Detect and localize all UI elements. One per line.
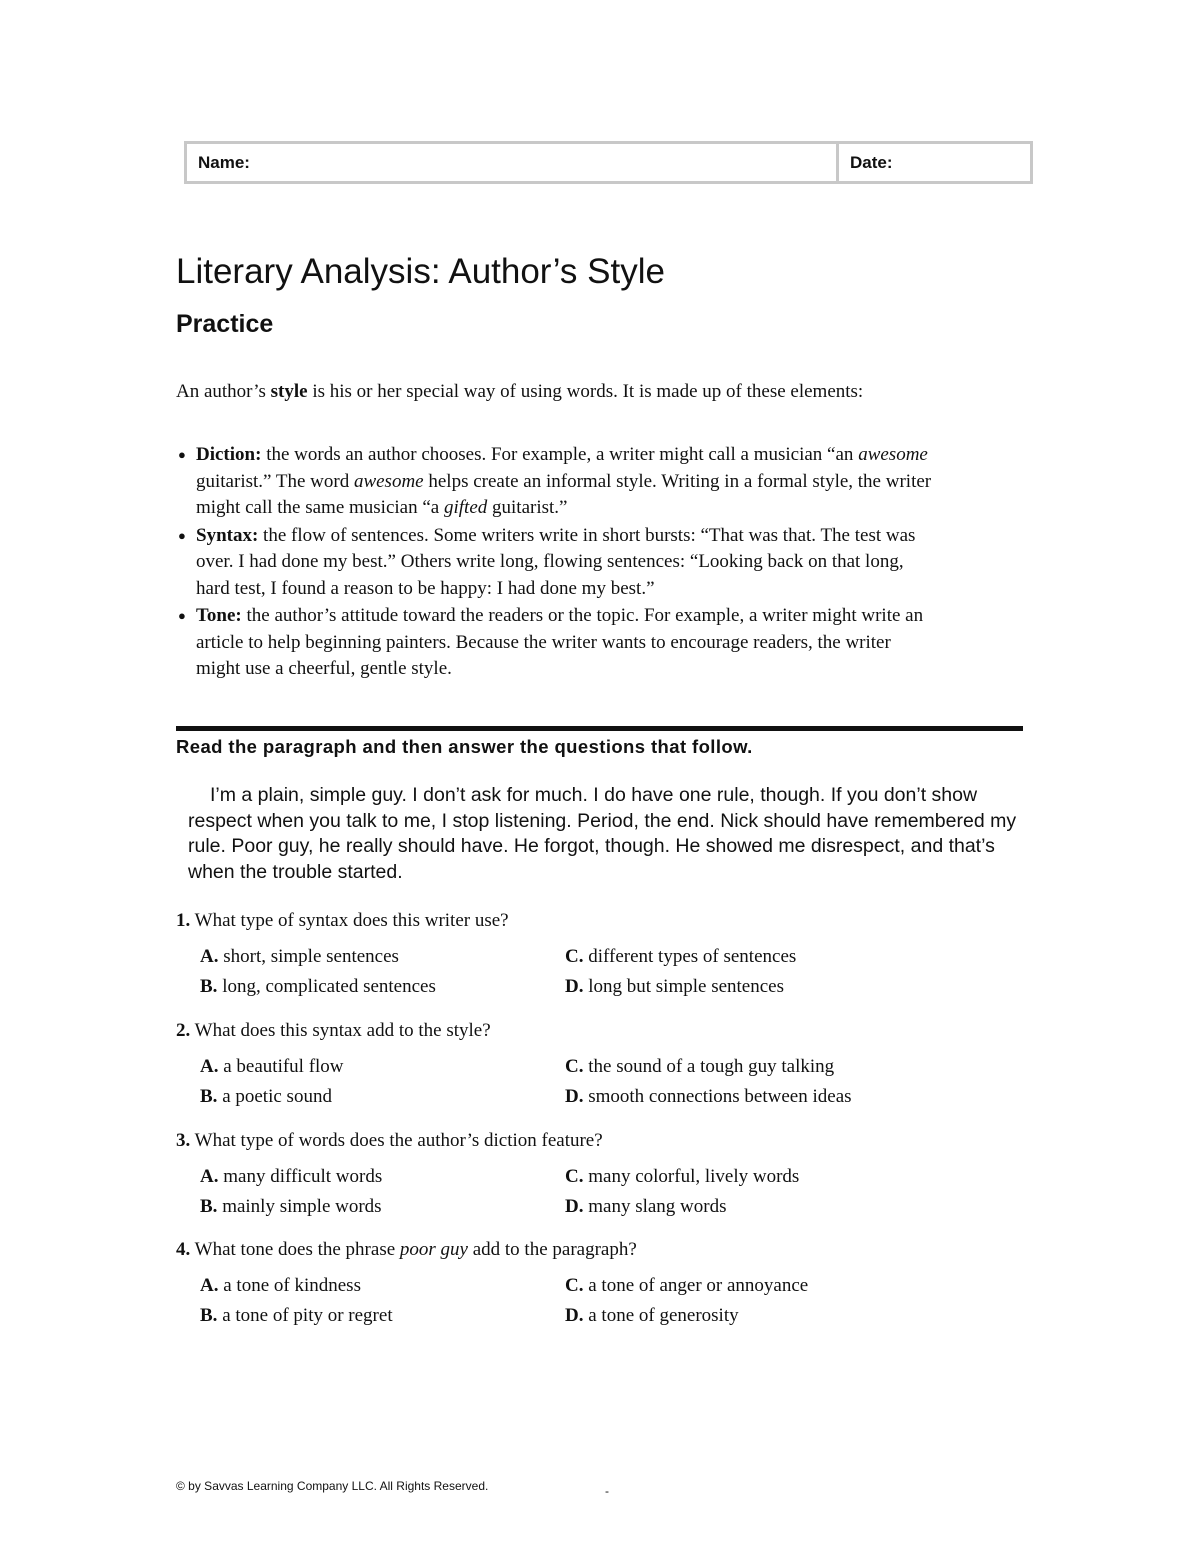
option-c[interactable]: C. a tone of anger or annoyance — [565, 1275, 809, 1296]
element-term: Tone: — [196, 605, 242, 626]
element-text: guitarist.” — [487, 497, 568, 518]
question-4 — [176, 1238, 976, 1328]
intro-text-before: An author’s — [176, 381, 271, 402]
question-prompt: What does this syntax add to the style? — [190, 1020, 491, 1041]
style-elements-list — [176, 442, 936, 684]
element-emphasis: awesome — [353, 470, 424, 492]
question-3 — [176, 1129, 976, 1219]
element-text: helps create an informal style. Writing in a formal style, the writer might call the same musician “a — [196, 470, 932, 518]
question-2 — [176, 1019, 976, 1109]
list-item-diction — [176, 442, 936, 522]
copyright-footer: © by Savvas Learning Company LLC. All Rights Reserved. — [176, 1479, 489, 1493]
option-b[interactable]: B. a poetic sound — [200, 1086, 332, 1107]
element-emphasis: gifted — [443, 497, 488, 518]
question-prompt: What tone does the phrase — [190, 1239, 400, 1260]
question-number: 2. — [176, 1020, 191, 1041]
option-c[interactable]: C. the sound of a tough guy talking — [565, 1056, 835, 1077]
option-c[interactable]: C. different types of sentences — [565, 946, 797, 967]
question-1 — [176, 909, 976, 999]
option-d[interactable]: D. long but simple sentences — [565, 976, 785, 997]
answer-options — [176, 1055, 976, 1109]
option-d[interactable]: D. smooth connections between ideas — [565, 1086, 852, 1107]
question-number: 3. — [176, 1130, 191, 1151]
element-text: the words an author chooses. For example, a writer might call a musician “an — [261, 444, 859, 465]
option-a[interactable]: A. a beautiful flow — [200, 1056, 344, 1077]
option-b[interactable]: B. mainly simple words — [200, 1196, 382, 1217]
question-prompt: What type of syntax does this writer use? — [190, 910, 509, 931]
question-number: 1. — [176, 910, 191, 931]
option-b[interactable]: B. a tone of pity or regret — [200, 1305, 393, 1326]
page-mark: - — [605, 1484, 609, 1498]
option-d[interactable]: D. a tone of generosity — [565, 1305, 739, 1326]
answer-options — [176, 1165, 976, 1219]
intro-text-after: is his or her special way of using words. It is made up of these elements: — [307, 381, 864, 402]
element-term: Syntax: — [196, 524, 259, 546]
question-prompt: add to the paragraph? — [467, 1239, 637, 1260]
name-date-box — [184, 141, 1033, 184]
question-prompt: What type of words does the author’s diction feature? — [190, 1130, 603, 1151]
option-c[interactable]: C. many colorful, lively words — [565, 1166, 800, 1187]
option-a[interactable]: A. a tone of kindness — [200, 1275, 361, 1296]
question-text — [176, 1238, 976, 1262]
answer-options — [176, 945, 976, 999]
intro-term: style — [270, 381, 308, 402]
name-label: Name: — [198, 152, 250, 172]
instructions: Read the paragraph and then answer the questions that follow. — [176, 736, 753, 757]
page-subtitle: Practice — [176, 310, 274, 338]
question-text — [176, 1019, 976, 1043]
element-emphasis: awesome — [858, 444, 928, 465]
question-number: 4. — [176, 1239, 191, 1260]
date-label: Date: — [850, 152, 893, 172]
list-item-tone — [176, 603, 936, 683]
intro-paragraph — [176, 379, 896, 404]
element-term: Diction: — [196, 444, 262, 465]
element-text: the author’s attitude toward the readers or the topic. For example, a writer might write an article to help beginning painters. Because the writer wants to encourage readers, the writer might use a cheerful, gentle style. — [196, 605, 924, 679]
element-text: the flow of sentences. Some writers write in short bursts: “That was that. The test was over. I had done my best.” Others write long, flowing sentences: “Looking back on that long, hard test, I found a reason to be happy: I had done my best.” — [196, 524, 916, 599]
option-a[interactable]: A. many difficult words — [200, 1166, 383, 1187]
bullet-icon: ● — [178, 527, 186, 543]
question-text — [176, 909, 976, 933]
bullet-icon: ● — [178, 608, 186, 623]
element-text: guitarist.” The word — [196, 470, 354, 492]
question-emphasis: poor guy — [399, 1239, 468, 1260]
section-divider — [176, 726, 1023, 731]
reading-passage: I’m a plain, simple guy. I don’t ask for much. I do have one rule, though. If you don’t show respect when you talk to me, I stop listening. Period, the end. Nick should have remembered my rule. Poor guy, he really should have. He forgot, though. He showed me disrespect, and that’s when the trouble started. — [188, 784, 1017, 883]
list-item-syntax — [176, 523, 936, 603]
bullet-icon: ● — [178, 447, 186, 462]
option-b[interactable]: B. long, complicated sentences — [200, 976, 436, 997]
option-a[interactable]: A. short, simple sentences — [200, 946, 399, 967]
name-field[interactable] — [187, 144, 839, 181]
date-field[interactable] — [839, 144, 1030, 181]
question-text — [176, 1129, 976, 1153]
answer-options — [176, 1274, 976, 1328]
option-d[interactable]: D. many slang words — [565, 1196, 727, 1217]
page-title: Literary Analysis: Author’s Style — [176, 252, 665, 291]
